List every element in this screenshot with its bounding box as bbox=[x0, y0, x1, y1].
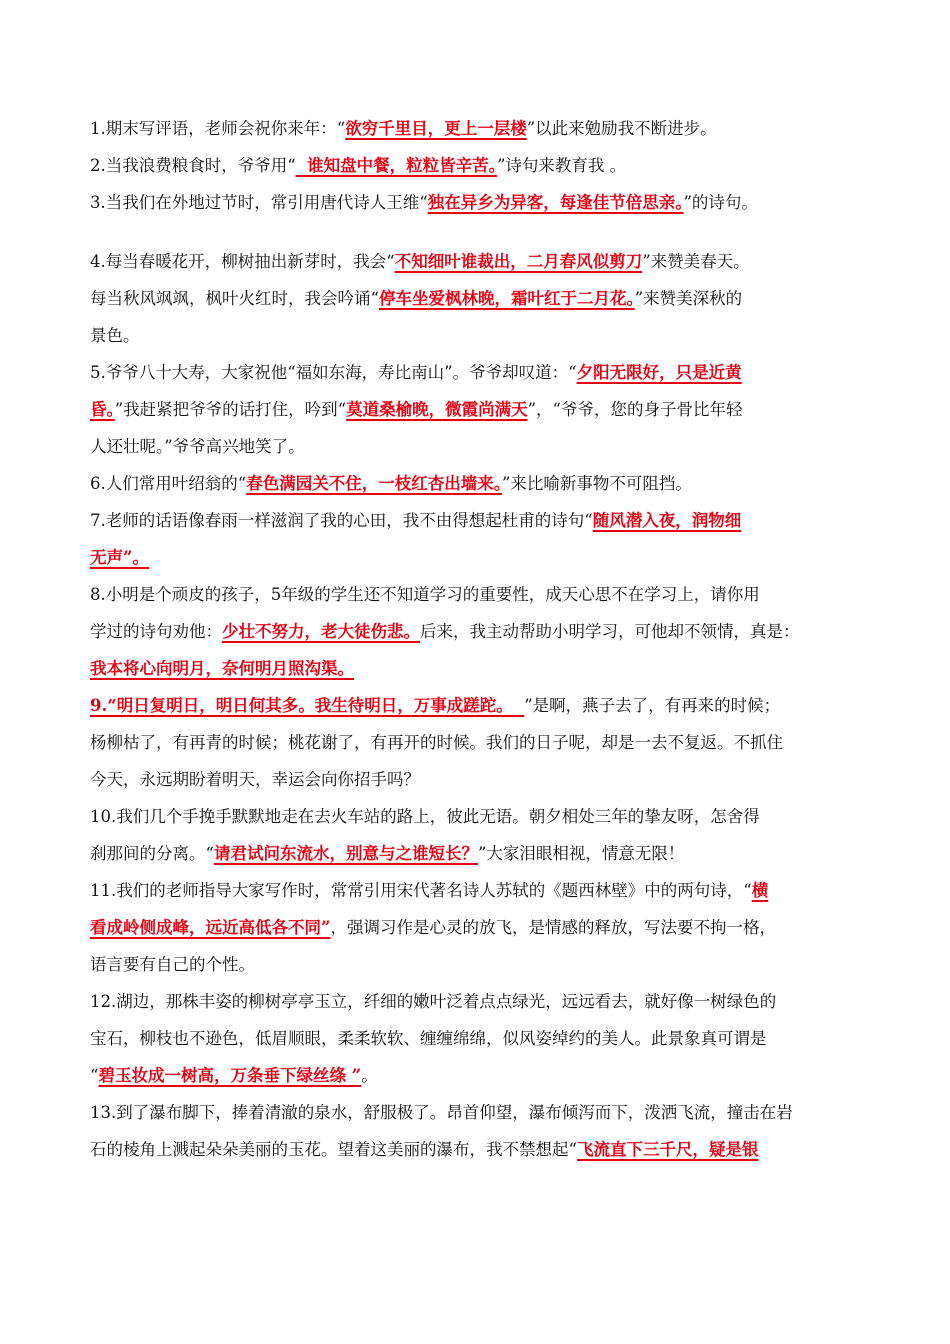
question-text: 3.当我们在外地过节时，常引用唐代诗人王维“ bbox=[90, 193, 428, 212]
question-text: 刹那间的分离。“ bbox=[90, 844, 214, 863]
question-text: 13.到了瀑布脚下，捧着清澈的泉水，舒服极了。昂首仰望，瀑布倾泻而下，泼洒飞流，撞击在岩 bbox=[90, 1103, 793, 1122]
text-line bbox=[90, 502, 880, 539]
text-line bbox=[90, 184, 880, 221]
question-text: “ bbox=[90, 1066, 99, 1085]
text-line bbox=[90, 280, 880, 317]
poem-answer: 少壮不努力，老大徒伤悲。 bbox=[222, 622, 420, 641]
poem-answer: 莫道桑榆晚，微霞尚满天 bbox=[346, 400, 528, 419]
text-line bbox=[90, 909, 880, 946]
question-text: 5.爷爷八十大寿，大家祝他“福如东海，寿比南山”。爷爷却叹道：“ bbox=[90, 363, 577, 382]
question-text: 景色。 bbox=[90, 326, 140, 345]
text-line bbox=[90, 613, 880, 650]
text-line bbox=[90, 650, 880, 687]
text-line bbox=[90, 835, 880, 872]
question-text: 4.每当春暖花开，柳树抽出新芽时，我会“ bbox=[90, 252, 395, 271]
question-text: 。 bbox=[361, 1066, 378, 1085]
text-line bbox=[90, 428, 880, 465]
text-line bbox=[90, 147, 880, 184]
poem-answer: 看成岭侧成峰，远近高低各不同” bbox=[90, 918, 331, 937]
question-text: ”来赞美春天。 bbox=[642, 252, 750, 271]
question-text: 6.人们常用叶绍翁的“ bbox=[90, 474, 247, 493]
text-line bbox=[90, 1094, 880, 1131]
question-text: ，强调习作是心灵的放飞，是情感的释放，写法要不拘一格， bbox=[330, 918, 776, 937]
question-text: 8.小明是个顽皮的孩子，5年级的学生还不知道学习的重要性，成天心思不在学习上，请你用 bbox=[90, 585, 760, 604]
question-text: 2.当我浪费粮食时，爷爷用“ bbox=[90, 156, 296, 175]
text-line bbox=[90, 1131, 880, 1168]
text-line bbox=[90, 946, 880, 983]
text-line bbox=[90, 687, 880, 724]
question-text: 每当秋风飒飒，枫叶火红时，我会吟诵“ bbox=[90, 289, 379, 308]
question-text: ”来赞美深秋的 bbox=[634, 289, 743, 308]
question-text: 10.我们几个手挽手默默地走在去火车站的路上，彼此无语。朝夕相处三年的挚友呀，怎舍得 bbox=[90, 807, 760, 826]
poem-answer: 停车坐爱枫林晚，霜叶红于二月花。 bbox=[378, 289, 635, 308]
question-text: ”我赶紧把爷爷的话打住，吟到“ bbox=[114, 400, 347, 419]
poem-answer: 夕阳无限好，只是近黄 bbox=[576, 363, 742, 382]
question-text: ”是啊，燕子去了，有再来的时候； bbox=[524, 696, 781, 715]
question-text: 学过的诗句劝他： bbox=[90, 622, 222, 641]
question-text: 1.期末写评语，老师会祝你来年：“ bbox=[90, 119, 346, 138]
document-body bbox=[90, 110, 880, 1168]
question-text: ”诗句来教育我 。 bbox=[496, 156, 627, 175]
text-line bbox=[90, 724, 880, 761]
poem-answer: 请君试问东流水，别意与之谁短长？ bbox=[213, 844, 478, 863]
text-line bbox=[90, 465, 880, 502]
question-text: 语言要有自己的个性。 bbox=[90, 955, 255, 974]
text-line bbox=[90, 391, 880, 428]
poem-answer: 随风潜入夜，润物细 bbox=[592, 511, 742, 530]
question-text: ”，“爷爷，您的身子骨比年轻 bbox=[527, 400, 743, 419]
question-text: ”来比喻新事物不可阻挡。 bbox=[501, 474, 692, 493]
text-line bbox=[90, 761, 880, 798]
poem-answer: 欲穷千里目，更上一层楼 bbox=[345, 119, 527, 138]
question-text: 宝石，柳枝也不逊色，低眉顺眼，柔柔软软、缠缠绵绵，似风姿绰约的美人。此景象真可谓是 bbox=[90, 1029, 767, 1048]
poem-answer: 我本将心向明月，奈何明月照沟渠。 bbox=[90, 659, 354, 678]
question-text: 石的棱角上溅起朵朵美丽的玉花。望着这美丽的瀑布，我不禁想起“ bbox=[90, 1140, 577, 1159]
question-text: 杨柳枯了，有再青的时候；桃花谢了，有再开的时候。我们的日子呢，却是一去不复返。不抓住 bbox=[90, 733, 783, 752]
question-text: 7.老师的话语像春雨一样滋润了我的心田，我不由得想起杜甫的诗句“ bbox=[90, 511, 593, 530]
text-line bbox=[90, 317, 880, 354]
question-text: ”大家泪眼相视，情意无限！ bbox=[477, 844, 685, 863]
poem-answer: 飞流直下三千尺，疑是银 bbox=[576, 1140, 759, 1159]
question-text: 11.我们的老师指导大家写作时，常常引用宋代著名诗人苏轼的《题西林壁》中的两句诗，“ bbox=[90, 881, 752, 900]
question-text: ”以此来勉励我不断进步。 bbox=[526, 119, 717, 138]
question-text: 今天，永远期盼着明天，幸运会向你招手吗？ bbox=[90, 770, 420, 789]
text-line bbox=[90, 983, 880, 1020]
poem-answer: 横 bbox=[751, 881, 769, 900]
text-line bbox=[90, 1057, 880, 1094]
paragraph-gap bbox=[90, 221, 880, 243]
poem-answer: 昏。 bbox=[90, 400, 115, 419]
question-text: 人还壮呢。”爷爷高兴地笑了。 bbox=[90, 437, 305, 456]
poem-answer: 不知细叶谁裁出，二月春风似剪刀 bbox=[394, 252, 643, 271]
poem-answer: 谁知盘中餐，粒粒皆辛苦。 bbox=[295, 156, 497, 175]
question-text: ”的诗句。 bbox=[683, 193, 758, 212]
poem-answer: 独在异乡为异客，每逢佳节倍思亲。 bbox=[427, 193, 684, 212]
text-line bbox=[90, 110, 880, 147]
poem-answer: 碧玉妆成一树高，万条垂下绿丝绦 ” bbox=[98, 1066, 362, 1085]
text-line bbox=[90, 1020, 880, 1057]
text-line bbox=[90, 243, 880, 280]
question-text: 12.湖边，那株丰姿的柳树亭亭玉立，纤细的嫩叶泛着点点绿光，远远看去，就好像一树绿色的 bbox=[90, 992, 777, 1011]
text-line bbox=[90, 576, 880, 613]
poem-answer: 9.“明日复明日，明日何其多。我生待明日，万事成蹉跎。 bbox=[90, 696, 525, 715]
poem-answer: 无声”。 bbox=[90, 548, 149, 567]
text-line bbox=[90, 354, 880, 391]
text-line bbox=[90, 539, 880, 576]
text-line bbox=[90, 872, 880, 909]
text-line bbox=[90, 798, 880, 835]
question-text: 后来，我主动帮助小明学习，可他却不领情，真是： bbox=[420, 622, 800, 641]
poem-answer: 春色满园关不住，一枝红杏出墙来。 bbox=[246, 474, 502, 493]
